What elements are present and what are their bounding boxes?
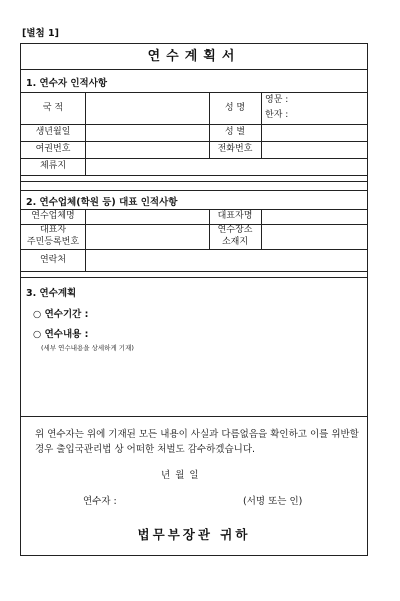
column-line	[85, 92, 86, 175]
name-label: 성 명	[224, 102, 246, 113]
contact-label: 연락처	[39, 254, 67, 265]
trainee-label: 연수자 :	[83, 496, 117, 507]
birthdate-label: 생년월일	[35, 127, 71, 137]
nationality-label: 국 적	[42, 102, 64, 113]
annex-label: [별첨 1]	[22, 28, 59, 39]
section2-heading: 2. 연수업체(학원 등) 대표 인적사항	[26, 197, 178, 208]
training-content-note: (세부 연수내용을 상세하게 기재)	[41, 344, 134, 352]
gender-label: 성 별	[224, 127, 246, 137]
phone-label: 전화번호	[217, 144, 253, 154]
divider	[21, 416, 367, 417]
training-location-label-line1: 연수장소	[217, 225, 253, 235]
signature-label: (서명 또는 인)	[243, 496, 303, 507]
section3-heading: 3. 연수계획	[26, 288, 77, 299]
passport-number-label: 여권번호	[35, 144, 71, 154]
column-line	[85, 209, 86, 271]
divider	[21, 190, 367, 191]
english-name-label: 영문 :	[265, 95, 289, 105]
divider	[21, 175, 367, 176]
training-content-label: ○ 연수내용 :	[33, 329, 89, 340]
column-line	[261, 209, 262, 249]
training-period-label: ○ 연수기간 :	[33, 309, 89, 320]
stay-address-label: 체류지	[39, 161, 67, 171]
divider	[21, 277, 367, 278]
training-plan-form	[20, 43, 368, 556]
representative-id-label-line1: 대표자	[39, 225, 67, 235]
representative-name-label: 대표자명	[217, 211, 253, 221]
company-name-label: 연수업체명	[31, 211, 75, 221]
representative-id-label-line2: 주민등록번호	[26, 236, 80, 247]
column-line	[261, 92, 262, 158]
section1-heading: 1. 연수자 인적사항	[26, 78, 108, 89]
training-location-label-line2: 소재지	[221, 236, 249, 247]
addressee: 법무부장관 귀하	[137, 527, 251, 542]
hanja-name-label: 한자 :	[265, 110, 289, 120]
divider	[21, 181, 367, 182]
form-title: 연수계획서	[21, 44, 367, 70]
date-line: 년 월 일	[161, 470, 200, 481]
divider	[21, 271, 367, 272]
certification-statement: 위 연수자는 위에 기재된 모든 내용이 사실과 다름없음을 확인하고 이를 위반할 경우 출입국관리법 상 어떠한 처벌도 감수하겠습니다.	[35, 429, 359, 455]
